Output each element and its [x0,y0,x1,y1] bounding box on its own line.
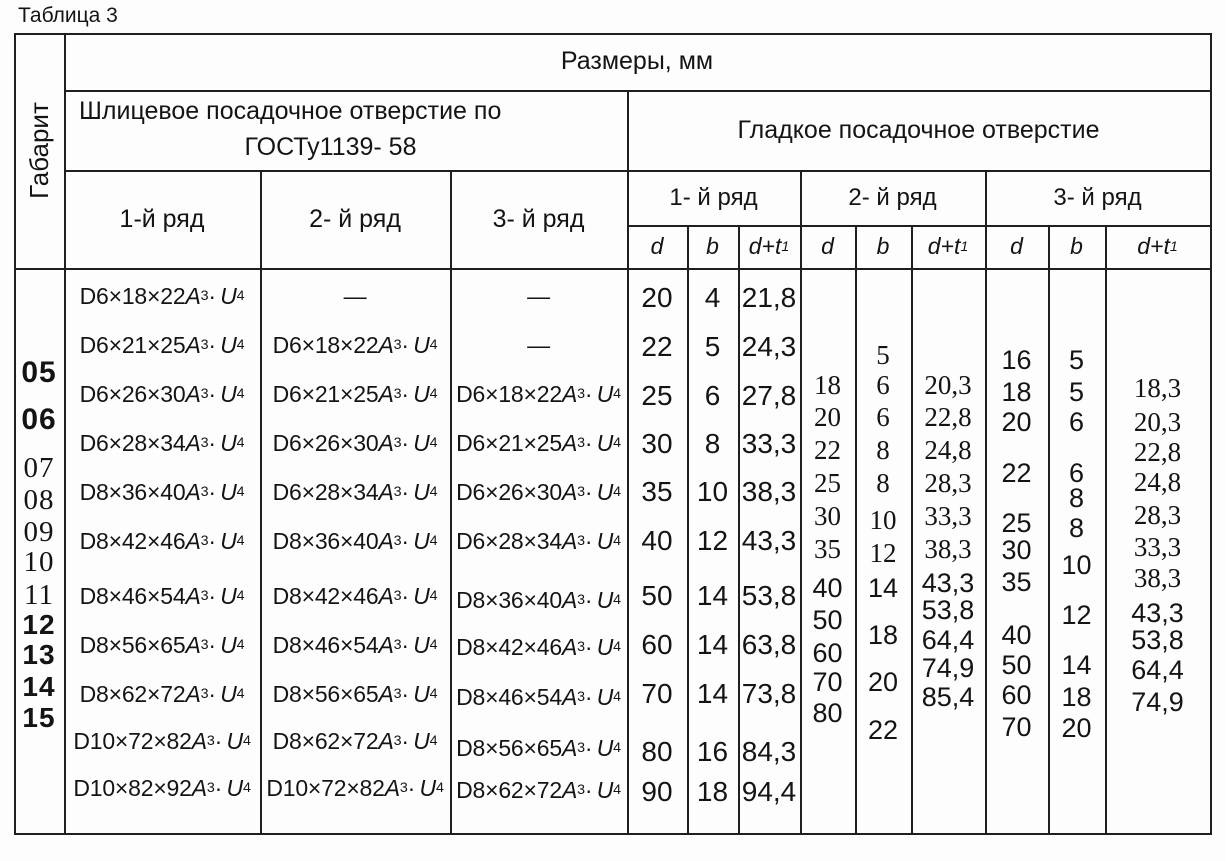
spline-designation-r4-ryad2: D6×26×30 A 3 · U 4 [272,429,438,456]
smooth-ryad-header-2: 2- й ряд [848,183,937,211]
gabarit-column-label: Габарит [23,102,54,199]
smooth1-b-r8: 14 [696,629,729,661]
smooth3-d-10: 60 [1001,679,1032,710]
smooth2-d-4: 25 [814,467,841,498]
spline-designation-r8-ryad3: D8×42×46 A 3 · U 4 [456,633,621,660]
smooth2-dt1-3: 24,8 [924,434,972,465]
smooth1-d-r3: 25 [641,380,673,412]
spline-designation-r10-ryad1: D10×72×82 A 3 · U 4 [73,727,251,754]
smooth1-b-r10: 16 [696,736,729,768]
spline-designation-r9-ryad1: D8×62×72 A 3 · U 4 [79,680,245,707]
smooth1-dt1-r2: 24,3 [741,331,797,363]
spline-designation-r8-ryad2: D8×46×54 A 3 · U 4 [272,631,438,658]
spline-designation-r3-ryad1: D6×26×30 A 3 · U 4 [79,380,245,407]
smooth3-dt1-2: 20,3 [1133,406,1182,437]
spline-designation-r5-ryad2: D6×28×34 A 3 · U 4 [272,478,438,505]
smooth2-dt1-8: 53,8 [921,594,975,625]
smooth2-dt1-1: 20,3 [924,369,972,400]
smooth3-b-6: 8 [1068,512,1085,543]
spline-designation-r3-ryad2: D6×21×25 A 3 · U 4 [272,380,438,407]
spline-designation-r4-ryad1: D6×28×34 A 3 · U 4 [79,429,245,456]
gabarit-value-4: 08 [23,483,55,516]
spline-designation-r3-ryad3: D6×18×22 A 3 · U 4 [456,380,621,407]
smooth2-d-1: 18 [814,369,841,400]
smooth3-b-1: 5 [1068,344,1085,375]
subheader-b-ryad1: b [706,233,719,260]
smooth3-dt1-5: 28,3 [1133,499,1182,530]
smooth3-d-8: 40 [1001,619,1032,650]
spline-designation-r5-ryad1: D8×36×40 A 3 · U 4 [79,478,245,505]
smooth1-b-r5: 10 [696,476,729,508]
spline-designation-r11-ryad2: D10×72×82 A 3 · U 4 [266,774,444,801]
spline-designation-r2-ryad2: D6×18×22 A 3 · U 4 [272,331,438,358]
spline-designation-r11-ryad1: D10×82×92 A 3 · U 4 [73,774,251,801]
smooth1-dt1-r1: 21,8 [741,282,797,314]
smooth2-b-2: 6 [876,369,890,400]
spline-designation-r10-ryad3: D8×56×65 A 3 · U 4 [456,734,621,761]
smooth2-dt1-7: 43,3 [921,567,975,598]
smooth3-d-7: 35 [1001,566,1032,597]
smooth2-d-9: 60 [812,637,843,668]
subheader-d-plus-t1-ryad2: d+ t 1 [927,233,969,260]
spline-ryad-header-1: 1-й ряд [119,204,205,233]
smooth1-b-r1: 4 [704,282,721,314]
smooth3-b-4: 6 [1068,457,1085,488]
spline-designation-r8-ryad1: D8×56×65 A 3 · U 4 [79,631,245,658]
smooth1-d-r4: 30 [641,428,673,460]
smooth3-d-9: 50 [1001,649,1032,680]
smooth1-b-r9: 14 [696,678,729,710]
smooth2-b-9: 18 [867,619,899,650]
table-caption: Таблица 3 [18,4,118,27]
smooth3-b-8: 12 [1061,599,1092,630]
smooth2-b-3: 6 [876,401,890,432]
smooth2-b-10: 20 [867,666,899,697]
gabarit-value-6: 10 [23,545,55,578]
smooth1-dt1-r10: 84,3 [741,736,797,768]
spline-designation-r10-ryad2: D8×62×72 A 3 · U 4 [272,727,438,754]
smooth1-d-r9: 70 [641,678,673,710]
smooth1-dt1-r4: 33,3 [741,428,797,460]
smooth3-dt1-11: 74,9 [1131,686,1184,717]
table-vertical-line [1210,33,1212,835]
smooth3-d-11: 70 [1001,711,1032,742]
subheader-d-ryad1: d [650,233,664,260]
smooth3-dt1-3: 22,8 [1133,436,1182,467]
subheader-b-ryad2: b [876,233,890,260]
smooth1-d-r2: 22 [641,331,673,363]
smooth2-dt1-5: 33,3 [924,500,972,531]
smooth3-d-1: 16 [1001,344,1032,375]
spline-designation-r5-ryad3: D6×26×30 A 3 · U 4 [456,478,621,505]
gabarit-value-3: 07 [23,451,55,484]
smooth2-dt1-2: 22,8 [924,401,972,432]
gabarit-value-1: 05 [21,356,57,390]
spline-designation-r9-ryad2: D8×56×65 A 3 · U 4 [272,680,438,707]
spline-section-title-line2: ГОСТу1139- 58 [244,132,417,161]
smooth3-b-9: 14 [1061,649,1092,680]
smooth3-d-5: 25 [1001,507,1032,538]
smooth2-b-5: 8 [876,467,890,498]
spline-designation-r7-ryad1: D8×46×54 A 3 · U 4 [79,582,245,609]
smooth1-b-r7: 14 [696,580,729,612]
spline-designation-r1-ryad3: — [527,282,550,309]
smooth2-b-11: 22 [867,714,899,745]
smooth2-dt1-9: 64,4 [921,624,975,655]
spline-designation-r2-ryad1: D6×21×25 A 3 · U 4 [79,331,245,358]
table-horizontal-line [64,90,1212,92]
smooth3-dt1-9: 53,8 [1131,624,1184,655]
smooth2-d-11: 80 [812,697,843,728]
smooth2-dt1-6: 38,3 [924,533,972,564]
spline-designation-r4-ryad3: D6×21×25 A 3 · U 4 [456,429,621,456]
smooth1-b-r6: 12 [696,525,729,557]
smooth1-d-r6: 40 [641,525,673,557]
smooth1-b-r2: 5 [704,331,721,363]
smooth-ryad-header-1: 1- й ряд [669,183,758,211]
smooth2-d-6: 35 [814,533,841,564]
spline-designation-r6-ryad2: D8×36×40 A 3 · U 4 [272,527,438,554]
size-units-header: Размеры, мм [560,47,714,76]
smooth1-dt1-r8: 63,8 [741,629,797,661]
smooth2-d-2: 20 [814,401,841,432]
subheader-d-plus-t1-ryad1: d+ t 1 [748,233,790,260]
spline-designation-r1-ryad1: D6×18×22 A 3 · U 4 [79,282,245,309]
smooth1-dt1-r7: 53,8 [741,580,797,612]
smooth3-b-3: 6 [1068,406,1085,437]
smooth2-d-5: 30 [814,500,841,531]
smooth2-d-3: 22 [814,434,841,465]
smooth1-dt1-r6: 43,3 [741,525,797,557]
spline-designation-r1-ryad2: — [343,282,367,309]
smooth3-d-2: 18 [1001,376,1032,407]
smooth3-b-2: 5 [1068,376,1085,407]
smooth2-d-7: 40 [812,572,843,603]
smooth3-b-5: 8 [1068,482,1085,513]
subheader-b-ryad3: b [1070,233,1083,260]
smooth-ryad-header-3: 3- й ряд [1053,183,1142,211]
smooth1-b-r3: 6 [704,380,721,412]
smooth3-dt1-1: 18,3 [1133,372,1182,403]
smooth1-d-r7: 50 [641,580,673,612]
smooth1-d-r8: 60 [641,629,673,661]
spline-designation-r6-ryad3: D6×28×34 A 3 · U 4 [456,527,621,554]
table-horizontal-line [14,268,1212,270]
spline-ryad-header-3: 3- й ряд [492,204,585,233]
smooth2-b-6: 10 [869,504,897,535]
smooth1-d-r5: 35 [641,476,673,508]
spline-designation-r7-ryad2: D8×42×46 A 3 · U 4 [272,582,438,609]
smooth3-b-7: 10 [1061,549,1092,580]
smooth1-d-r10: 80 [641,736,673,768]
smooth2-b-4: 8 [876,434,890,465]
spline-designation-r9-ryad3: D8×46×54 A 3 · U 4 [456,683,621,710]
spline-designation-r2-ryad3: — [527,331,550,358]
smooth3-dt1-4: 24,8 [1133,466,1182,497]
smooth2-b-8: 14 [867,572,899,603]
spline-ryad-header-2: 2- й ряд [309,204,401,233]
gabarit-value-10: 14 [22,671,56,703]
subheader-d-ryad3: d [1010,233,1023,260]
smooth2-d-8: 50 [812,604,843,635]
smooth3-d-3: 20 [1001,406,1032,437]
smooth3-dt1-8: 43,3 [1131,597,1184,628]
smooth3-dt1-7: 38,3 [1133,562,1182,593]
table-horizontal-line [14,833,1212,835]
gabarit-value-2: 06 [21,403,57,437]
gabarit-value-11: 15 [22,702,56,734]
smooth2-dt1-11: 85,4 [921,681,975,712]
gabarit-value-5: 09 [23,515,55,548]
smooth1-dt1-r5: 38,3 [741,476,797,508]
smooth2-d-10: 70 [812,666,843,697]
smooth1-dt1-r3: 27,8 [741,380,797,412]
smooth1-d-r1: 20 [641,282,673,314]
smooth1-dt1-r9: 73,8 [741,678,797,710]
subheader-d-plus-t1-ryad3: d+ t 1 [1137,233,1178,260]
smooth2-dt1-4: 28,3 [924,467,972,498]
spline-designation-r7-ryad3: D8×36×40 A 3 · U 4 [456,586,621,613]
smooth-section-title: Гладкое посадочное отверстие [737,115,1100,144]
smooth3-b-10: 18 [1061,681,1092,712]
smooth1-b-r4: 8 [704,428,721,460]
smooth3-dt1-10: 64,4 [1131,654,1184,685]
gabarit-value-8: 12 [22,609,56,641]
smooth1-d-r11: 90 [641,776,673,808]
spline-designation-r6-ryad1: D8×42×46 A 3 · U 4 [79,527,245,554]
subheader-d-ryad2: d [821,233,834,260]
table-horizontal-line [14,33,1212,35]
smooth2-b-1: 5 [876,339,890,370]
gabarit-value-9: 13 [22,639,56,671]
spline-designation-r11-ryad3: D8×62×72 A 3 · U 4 [456,776,621,803]
smooth3-dt1-6: 33,3 [1133,531,1182,562]
smooth1-dt1-r11: 94,4 [741,776,797,808]
smooth2-b-7: 12 [869,537,897,568]
smooth3-d-6: 30 [1001,534,1032,565]
smooth3-b-11: 20 [1061,712,1092,743]
smooth3-d-4: 22 [1001,457,1032,488]
smooth1-b-r11: 18 [696,776,729,808]
gabarit-value-7: 11 [24,578,54,611]
spline-section-title-line1: Шлицевое посадочное отверстие по [79,96,502,125]
smooth2-dt1-10: 74,9 [921,652,975,683]
